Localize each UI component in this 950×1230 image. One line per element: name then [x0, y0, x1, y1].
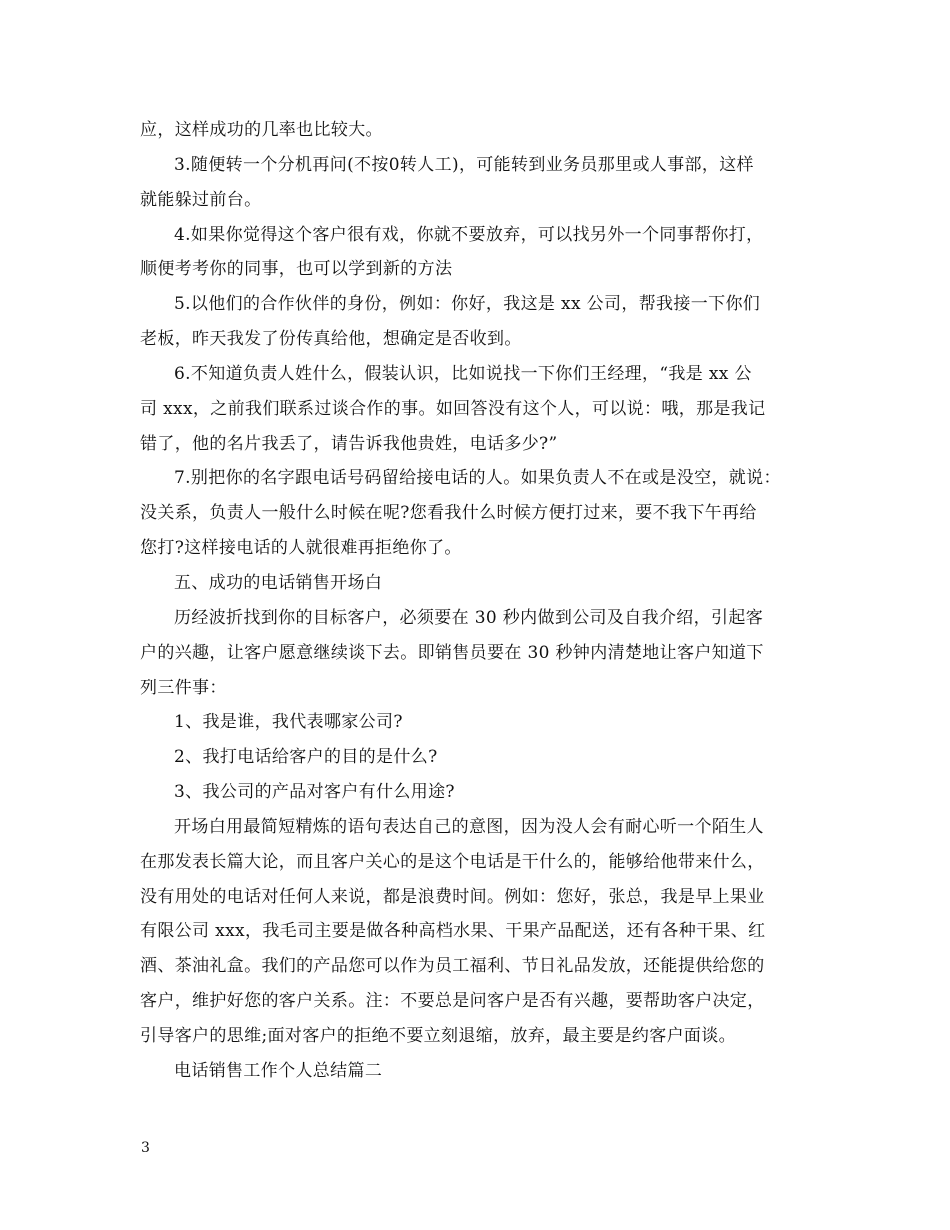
text-line: 3.随便转一个分机再问(不按0转人工)，可能转到业务员那里或人事部，这样	[174, 154, 754, 175]
text-line: 没有用处的电话对任何人来说，都是浪费时间。例如：您好，张总，我是早上果业	[140, 886, 765, 907]
document-body	[140, 113, 830, 1089]
text-line: 应，这样成功的几率也比较大。	[140, 120, 383, 140]
text-line: 3、我公司的产品对客户有什么用途?	[174, 782, 455, 803]
text-line: 就能躲过前台。	[140, 189, 262, 210]
text-line: 2、我打电话给客户的目的是什么?	[174, 747, 438, 768]
text-line: 引导客户的思维;面对客户的拒绝不要立刻退缩，放弃，最主要是约客户面谈。	[140, 1025, 736, 1046]
text-line: 户的兴趣，让客户愿意继续谈下去。即销售员要在 30 秒钟内清楚地让客户知道下	[140, 642, 764, 663]
text-line: 顺便考考你的同事，也可以学到新的方法	[140, 259, 453, 280]
text-line: 酒、茶油礼盒。我们的产品您可以作为员工福利、节日礼品发放，还能提供给您的	[140, 956, 765, 977]
text-line: 4.如果你觉得这个客户很有戏，你就不要放弃，可以找另外一个同事帮你打，	[174, 224, 764, 245]
text-line: 历经波折找到你的目标客户，必须要在 30 秒内做到公司及自我介绍，引起客	[174, 607, 764, 628]
page-number: 3	[141, 1140, 150, 1156]
text-line: 五、成功的电话销售开场白	[174, 572, 383, 593]
text-line: 列三件事：	[140, 677, 227, 698]
text-line: 6.不知道负责人姓什么，假装认识，比如说找一下你们王经理，“我是 xx 公	[174, 363, 752, 384]
text-line: 您打?这样接电话的人就很难再拒绝你了。	[140, 538, 462, 559]
text-line: 7.别把你的名字跟电话号码留给接电话的人。如果负责人不在或是没空，就说：	[174, 468, 781, 489]
text-line: 在那发表长篇大论，而且客户关心的是这个电话是干什么的，能够给他带来什么，	[140, 851, 765, 872]
text-line: 老板，昨天我发了份传真给他，想确定是否收到。	[140, 329, 522, 350]
text-line: 错了，他的名片我丢了，请告诉我他贵姓，电话多少?”	[140, 433, 558, 454]
text-line: 1、我是谁，我代表哪家公司?	[174, 712, 403, 733]
text-line: 客户，维护好您的客户关系。注：不要总是问客户是否有兴趣，要帮助客户决定，	[140, 991, 765, 1012]
text-line: 开场白用最简短精炼的语句表达自己的意图，因为没人会有耐心听一个陌生人	[174, 816, 764, 837]
text-line: 电话销售工作个人总结篇二	[174, 1060, 383, 1081]
text-line: 司 xxx，之前我们联系过谈合作的事。如回答没有这个人，可以说：哦，那是我记	[140, 398, 766, 419]
text-line: 没关系，负责人一般什么时候在呢?您看我什么时候方便打过来，要不我下午再给	[140, 503, 757, 524]
text-line: 5.以他们的合作伙伴的身份，例如：你好，我这是 xx 公司，帮我接一下你们	[174, 294, 761, 315]
text-line: 有限公司 xxx，我毛司主要是做各种高档水果、干果产品配送，还有各种干果、红	[140, 921, 766, 942]
